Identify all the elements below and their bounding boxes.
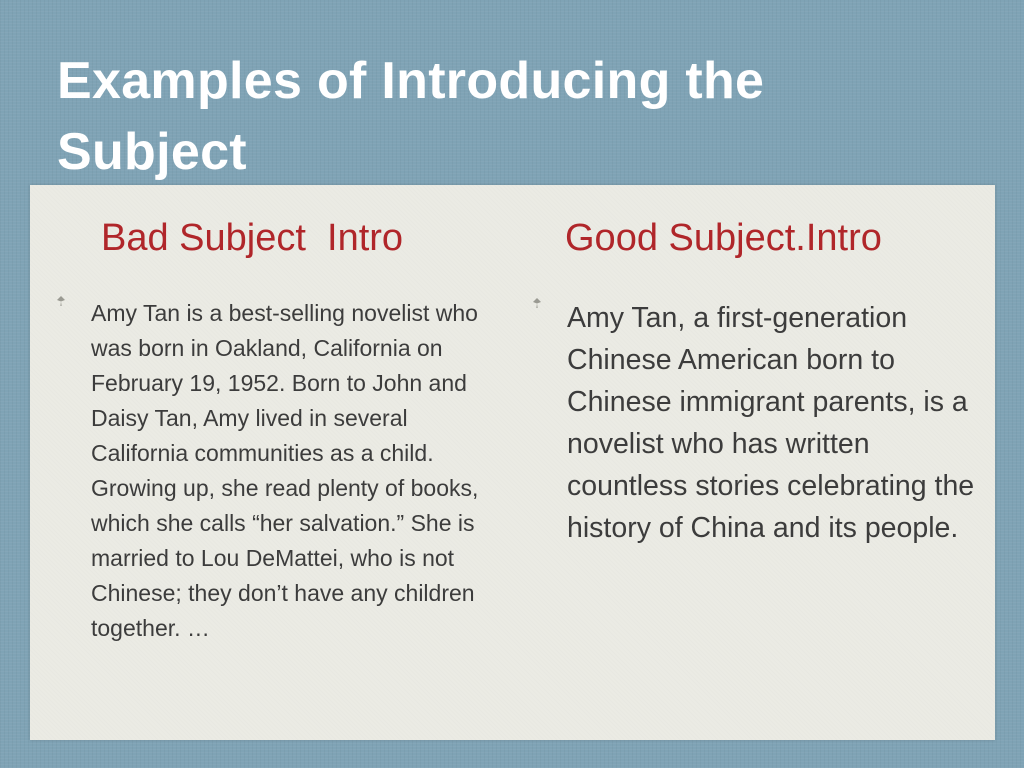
bad-subject-text: Amy Tan is a best-selling novelist who was born in Oakland, California on February 19, 1952. Born to John and Daisy Tan, Amy lived in several California communities as a child. Growing up, she read plenty of books, which she calls “her salvation.” She is married to Lou DeMattei, who is not Chinese; they don’t have any children together. …	[91, 300, 479, 641]
good-subject-heading: Good Subject.Intro	[565, 217, 882, 259]
bullet-icon	[531, 296, 543, 308]
good-subject-text: Amy Tan, a first-generation Chinese American born to Chinese immigrant parents, is a novelist who has written countless stories celebrating the history of China and its people.	[567, 302, 975, 544]
bullet-icon	[55, 294, 67, 306]
bad-subject-heading: Bad Subject Intro	[101, 217, 404, 259]
slide-title: Examples of Introducing the Subject	[57, 52, 765, 181]
